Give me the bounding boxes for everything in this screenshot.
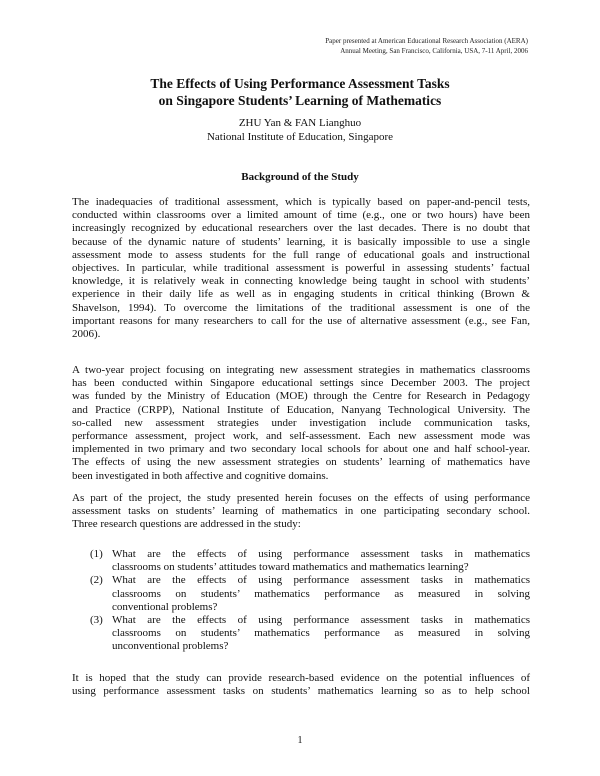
text-line: 2006). bbox=[72, 328, 101, 341]
text-line: What are the effects of using performance assessment tasks in mathematics bbox=[112, 548, 530, 560]
research-question-2 bbox=[90, 574, 530, 614]
conference-note-line2: Annual Meeting, San Francisco, California, USA, 7-11 April, 2006 bbox=[340, 47, 528, 55]
page-number: 1 bbox=[297, 735, 303, 746]
section-heading: Background of the Study bbox=[241, 171, 359, 183]
text-line: has been conducted within Singapore educational settings since December 2003. The project bbox=[72, 377, 530, 390]
text-line: increasingly recognized by educational researchers over the last decades. There is no doubt that bbox=[72, 222, 530, 235]
text-line: performance assessment, project work, and self-assessment. Each new assessment mode was bbox=[72, 430, 530, 443]
question-number: (3) bbox=[90, 614, 103, 627]
text-line: using performance assessment tasks on students’ mathematics learning so as to help school bbox=[72, 685, 530, 698]
text-line: What are the effects of using performance assessment tasks in mathematics bbox=[112, 614, 530, 627]
text-line: so-called new assessment strategies under investigation include communication tasks, bbox=[72, 416, 530, 429]
conference-note bbox=[268, 36, 528, 56]
text-line: experience in their daily life as well as in engaging students in critical thinking (Brown & bbox=[72, 288, 530, 301]
text-line: unconventional problems? bbox=[112, 640, 229, 653]
research-question-1 bbox=[90, 548, 530, 574]
text-line: implemented in two primary and two secondary local schools for about one and half school-year. bbox=[72, 443, 530, 456]
paragraph-background bbox=[72, 196, 530, 341]
paper-title-line2: on Singapore Students’ Learning of Mathematics bbox=[158, 93, 442, 108]
paragraph-hope bbox=[72, 672, 530, 698]
text-line: As part of the project, the study presented herein focuses on the effects of using performance bbox=[72, 492, 530, 504]
research-question-3 bbox=[90, 614, 530, 654]
paragraph-project bbox=[72, 364, 530, 483]
text-line: The effects of using the new assessment strategies on students’ learning of mathematics have bbox=[72, 456, 530, 469]
text-line: important reasons for many researchers to call for the use of alternative assessment (e.g., see Fan, bbox=[72, 314, 530, 327]
text-line: and Practice (CRPP), National Institute of Education, Nanyang Technological University. The bbox=[72, 403, 530, 416]
question-number: (2) bbox=[90, 574, 103, 587]
author-names: ZHU Yan & FAN Lianghuo bbox=[238, 117, 362, 129]
text-line: assessment tasks on students’ learning of mathematics in one participating secondary school. bbox=[72, 505, 530, 518]
text-line: Shavelson, 1994). To overcome the limitations of the traditional assessment is one of the bbox=[72, 301, 530, 314]
text-line: been investigated in both affective and cognitive domains. bbox=[72, 469, 329, 482]
paragraph-study bbox=[72, 492, 530, 532]
author-block bbox=[0, 116, 600, 144]
conference-note-line1: Paper presented at American Educational Research Association (AERA) bbox=[325, 37, 528, 45]
text-line: classrooms on students’ mathematics performance as measured in solving bbox=[112, 627, 530, 640]
text-line: conventional problems? bbox=[112, 600, 218, 613]
paper-title bbox=[0, 75, 600, 109]
text-line: classrooms on students’ attitudes toward mathematics and mathematics learning? bbox=[112, 561, 469, 574]
text-line: Three research questions are addressed in the study: bbox=[72, 518, 301, 531]
text-line: What are the effects of using performance assessment tasks in mathematics bbox=[112, 574, 530, 587]
text-line: conducted within classrooms over a limited amount of time (e.g., one or two hours) have been bbox=[72, 209, 530, 222]
text-line: because of the dynamic nature of students’ learning, it is basically impossible to use a single bbox=[72, 235, 530, 248]
text-line: assessment mode to assess students for the full range of educational goals and instructional bbox=[72, 248, 530, 261]
text-line: It is hoped that the study can provide research-based evidence on the potential influences of bbox=[72, 672, 530, 684]
research-questions-list bbox=[90, 548, 530, 654]
text-line: was funded by the Ministry of Education (MOE) through the Centre for Research in Pedagogy bbox=[72, 390, 530, 403]
text-line: The inadequacies of traditional assessment, which is typically based on paper-and-pencil tests, bbox=[72, 196, 530, 208]
paper-title-line1: The Effects of Using Performance Assessment Tasks bbox=[150, 76, 450, 91]
text-line: classrooms on students’ mathematics performance as measured in solving bbox=[112, 587, 530, 600]
author-affiliation: National Institute of Education, Singapore bbox=[206, 131, 394, 143]
text-line: knowledge, it is relatively weak in connecting knowledge being taught in school with students’ bbox=[72, 275, 530, 288]
text-line: A two-year project focusing on integrating new assessment strategies in mathematics classrooms bbox=[72, 364, 530, 376]
text-line: objectives. In particular, while traditional assessment is powerful in assessing students’ factual bbox=[72, 262, 530, 275]
question-number: (1) bbox=[90, 548, 103, 560]
